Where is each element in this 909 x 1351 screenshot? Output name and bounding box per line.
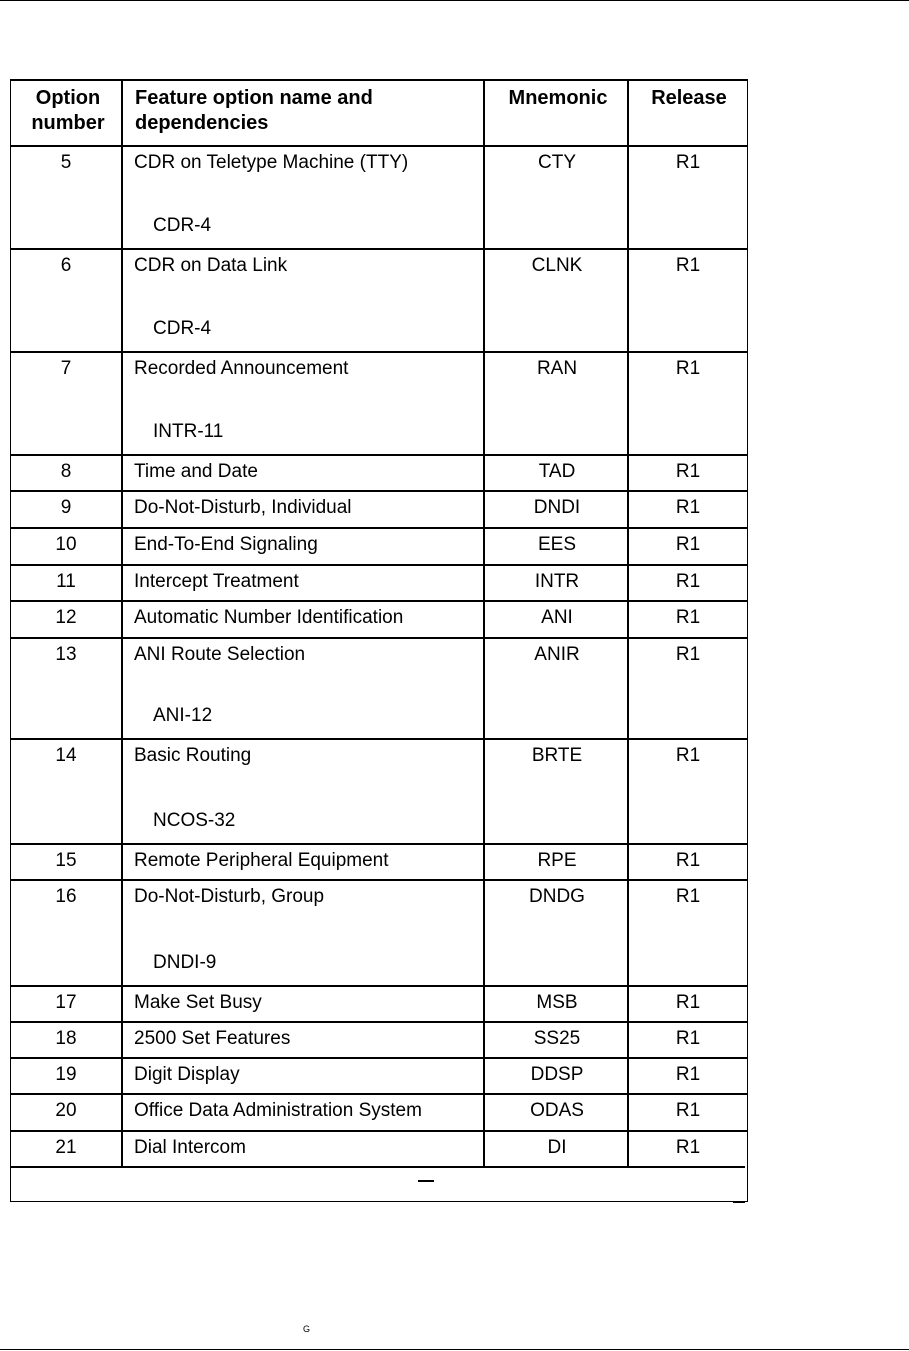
release: R1 [675, 745, 701, 766]
column-divider [121, 80, 123, 1167]
release: R1 [675, 607, 701, 628]
feature-name: CDR on Data Link [134, 255, 288, 276]
feature-name: Remote Peripheral Equipment [134, 850, 389, 871]
mnemonic: MSB [536, 992, 578, 1013]
option-number: 16 [55, 886, 77, 907]
mnemonic: ODAS [530, 1100, 584, 1121]
feature-name: Intercept Treatment [134, 571, 299, 592]
feature-name: 2500 Set Features [134, 1028, 291, 1049]
header-feature-line2: dependencies [135, 112, 269, 134]
column-divider [627, 80, 629, 1167]
header-feature-line1: Feature option name and [135, 87, 373, 109]
option-number: 5 [60, 152, 72, 173]
mnemonic: DNDG [529, 886, 585, 907]
mnemonic: ANIR [534, 644, 580, 665]
feature-name: Dial Intercom [134, 1137, 246, 1158]
mnemonic: RPE [537, 850, 577, 871]
release: R1 [675, 152, 701, 173]
release: R1 [675, 255, 701, 276]
header-option-line1: Option [35, 87, 101, 109]
release: R1 [675, 497, 701, 518]
mnemonic: ANI [541, 607, 573, 628]
option-number: 10 [55, 534, 77, 555]
mnemonic: DI [547, 1137, 567, 1158]
mnemonic: INTR [534, 571, 580, 592]
feature-name: ANI Route Selection [134, 644, 306, 665]
option-number: 20 [55, 1100, 77, 1121]
feature-name: Time and Date [134, 461, 258, 482]
feature-dependency: ANI-12 [153, 705, 213, 726]
mnemonic: CTY [538, 152, 576, 173]
release: R1 [675, 992, 701, 1013]
feature-name: Basic Routing [134, 745, 252, 766]
release: R1 [675, 1137, 701, 1158]
feature-name: Make Set Busy [134, 992, 262, 1013]
page-top-rule [0, 0, 909, 1]
release: R1 [675, 534, 701, 555]
option-number: 13 [55, 644, 77, 665]
feature-dependency: NCOS-32 [153, 810, 236, 831]
option-number: 15 [55, 850, 77, 871]
release: R1 [675, 1100, 701, 1121]
release: R1 [675, 571, 701, 592]
mnemonic: RAN [536, 358, 578, 379]
header-release: Release [651, 87, 727, 109]
header-mnemonic: Mnemonic [508, 87, 608, 109]
feature-name: Do-Not-Disturb, Group [134, 886, 325, 907]
table-tail-mark [418, 1180, 434, 1182]
option-number: 7 [60, 358, 72, 379]
page-bottom-rule [0, 1349, 909, 1350]
feature-dependency: CDR-4 [153, 318, 212, 339]
feature-name: Digit Display [134, 1064, 240, 1085]
column-divider [483, 80, 485, 1167]
option-number: 17 [55, 992, 77, 1013]
feature-dependency: DNDI-9 [153, 952, 217, 973]
feature-name: End-To-End Signaling [134, 534, 318, 555]
release: R1 [675, 358, 701, 379]
release: R1 [675, 886, 701, 907]
mnemonic: EES [537, 534, 577, 555]
option-number: 11 [56, 571, 76, 592]
feature-dependency: CDR-4 [153, 215, 212, 236]
option-number: 8 [60, 461, 72, 482]
table-corner-tick [733, 1201, 745, 1203]
mnemonic: DNDI [533, 497, 581, 518]
feature-name: Office Data Administration System [134, 1100, 422, 1121]
option-number: 18 [55, 1028, 77, 1049]
release: R1 [675, 644, 701, 665]
release: R1 [675, 1064, 701, 1085]
release: R1 [675, 461, 701, 482]
release: R1 [675, 850, 701, 871]
option-number: 6 [60, 255, 72, 276]
feature-name: Automatic Number Identification [134, 607, 404, 628]
mnemonic: SS25 [533, 1028, 581, 1049]
option-number: 21 [55, 1137, 77, 1158]
feature-name: Recorded Announcement [134, 358, 349, 379]
footer-mark: G [303, 1324, 311, 1334]
mnemonic: CLNK [531, 255, 583, 276]
option-number: 12 [55, 607, 77, 628]
option-number: 19 [55, 1064, 77, 1085]
option-number: 14 [55, 745, 77, 766]
mnemonic: TAD [538, 461, 576, 482]
feature-name: Do-Not-Disturb, Individual [134, 497, 352, 518]
mnemonic: DDSP [530, 1064, 584, 1085]
release: R1 [675, 1028, 701, 1049]
feature-dependency: INTR-11 [153, 421, 224, 442]
mnemonic: BRTE [531, 745, 583, 766]
option-number: 9 [60, 497, 72, 518]
feature-name: CDR on Teletype Machine (TTY) [134, 152, 409, 173]
header-option-line2: number [31, 112, 105, 134]
